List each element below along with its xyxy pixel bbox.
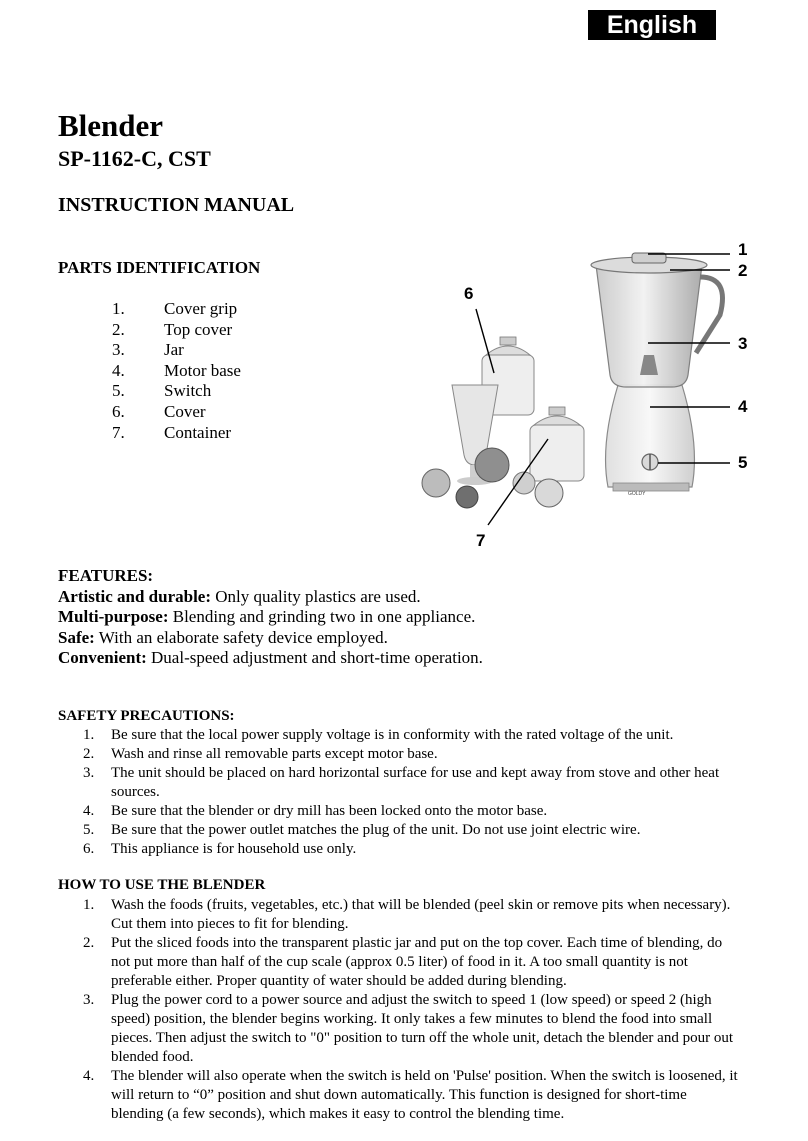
safety-item-text: This appliance is for household use only. <box>111 841 357 857</box>
callout-3: 3 <box>738 334 748 353</box>
feature-text: With an elaborate safety device employed. <box>94 627 388 647</box>
parts-item-number: 1. <box>112 299 125 318</box>
callout-2: 2 <box>738 261 748 280</box>
parts-item-number: 4. <box>112 360 125 380</box>
safety-item-text: Be sure that the blender or dry mill has been locked onto the motor base. <box>111 803 548 819</box>
parts-item-number: 3. <box>112 340 125 360</box>
parts-list-item <box>112 299 241 320</box>
callout-7: 7 <box>476 531 486 550</box>
feature-item <box>58 607 483 628</box>
motor-base-shape <box>606 385 695 487</box>
safety-list <box>80 726 740 859</box>
features-heading: FEATURES: <box>58 566 154 585</box>
howto-item-text: Put the sliced foods into the transparent plastic jar and put on the top cover. Each time of blending, do not put more than half of the cup scale (approx 0.5 liter) of food in it. A too small quantity is not preferable either. Proper quantity of water should be added during blending. <box>111 935 723 989</box>
safety-item <box>80 764 740 802</box>
parts-list-item <box>112 320 241 341</box>
safety-item-text: Be sure that the power outlet matches the plug of the unit. Do not use joint electric wire. <box>111 822 641 838</box>
feature-term: Convenient: <box>58 648 147 667</box>
howto-item-text: The blender will also operate when the switch is held on 'Pulse' position. When the switch is loosened, it will return to “0” position and shut down automatically. This function is designed for short-time blending (a few seconds), which makes it easy to control the blending time. <box>111 1068 738 1122</box>
parts-list-item <box>112 381 241 402</box>
document-title: Blender <box>58 108 164 143</box>
safety-item-number: 4. <box>83 803 95 819</box>
feature-item <box>58 587 483 608</box>
brand-label: GOLDY <box>628 491 646 497</box>
feature-text: Blending and grinding two in one appliance. <box>168 607 476 626</box>
safety-item <box>80 840 740 859</box>
parts-list-item <box>112 340 241 361</box>
safety-item-number: 2. <box>83 746 95 762</box>
safety-item <box>80 726 740 745</box>
parts-item-number: 6. <box>112 401 125 421</box>
parts-heading: PARTS IDENTIFICATION <box>58 258 261 277</box>
safety-item <box>80 802 740 821</box>
howto-item-text: Wash the foods (fruits, vegetables, etc.) that will be blended (peel skin or remove pits when necessary). Cut them into pieces to fit for blending. <box>111 897 731 932</box>
callout-5: 5 <box>738 453 748 472</box>
parts-item-label: Top cover <box>164 319 233 339</box>
features-section <box>58 566 483 669</box>
safety-item-text: Be sure that the local power supply voltage is in conformity with the rated voltage of the unit. <box>111 727 674 743</box>
parts-item-label: Cover grip <box>164 299 238 318</box>
feature-item <box>58 628 483 649</box>
parts-list-item <box>112 361 241 382</box>
parts-item-number: 7. <box>112 422 125 442</box>
safety-heading: SAFETY PRECAUTIONS: <box>58 708 235 724</box>
callout-4: 4 <box>738 397 748 416</box>
howto-item-number: 3. <box>83 992 95 1008</box>
safety-item <box>80 821 740 840</box>
howto-heading: HOW TO USE THE BLENDER <box>58 877 266 893</box>
howto-item <box>80 991 740 1067</box>
howto-item-number: 2. <box>83 935 95 951</box>
blender-figure <box>400 225 800 555</box>
parts-list-item <box>112 402 241 423</box>
safety-item-text: The unit should be placed on hard horizontal surface for use and kept away from stove and other heat sources. <box>111 765 720 800</box>
language-badge: English <box>588 10 716 40</box>
howto-item <box>80 1067 740 1124</box>
safety-item-number: 3. <box>83 765 95 781</box>
howto-item-number: 4. <box>83 1068 95 1084</box>
parts-item-label: Container <box>164 422 232 442</box>
document-subtitle: INSTRUCTION MANUAL <box>58 194 295 216</box>
parts-list-item <box>112 423 241 444</box>
feature-item <box>58 648 483 669</box>
parts-item-label: Jar <box>164 340 184 360</box>
feature-term: Safe: <box>58 627 95 647</box>
howto-item-text: Plug the power cord to a power source and adjust the switch to speed 1 (low speed) or speed 2 (high speed) position, the blender begins working. It only takes a few minutes to blend the food into small pieces. Then adjust the switch to "0" position to turn off the whole unit, detach the blender and pour out blended food. <box>111 992 733 1065</box>
parts-item-label: Cover <box>164 401 206 421</box>
feature-text: Only quality plastics are used. <box>211 586 421 606</box>
parts-item-label: Switch <box>164 381 212 401</box>
safety-item <box>80 745 740 764</box>
model-number: SP-1162-C, CST <box>58 146 211 171</box>
parts-item-label: Motor base <box>164 360 241 380</box>
safety-item-text: Wash and rinse all removable parts except motor base. <box>111 746 438 762</box>
safety-item-number: 5. <box>83 822 95 838</box>
parts-list <box>112 299 241 443</box>
feature-term: Artistic and durable: <box>58 586 211 606</box>
safety-item-number: 1. <box>83 727 95 743</box>
howto-item-number: 1. <box>83 897 95 913</box>
feature-term: Multi-purpose: <box>58 607 169 626</box>
howto-item <box>80 896 740 934</box>
parts-item-number: 2. <box>112 319 125 339</box>
safety-item-number: 6. <box>83 841 95 857</box>
callout-6: 6 <box>464 284 474 303</box>
howto-list <box>80 896 740 1124</box>
howto-item <box>80 934 740 991</box>
feature-text: Dual-speed adjustment and short-time operation. <box>146 648 483 667</box>
parts-item-number: 5. <box>112 381 125 401</box>
callout-1: 1 <box>738 240 748 259</box>
